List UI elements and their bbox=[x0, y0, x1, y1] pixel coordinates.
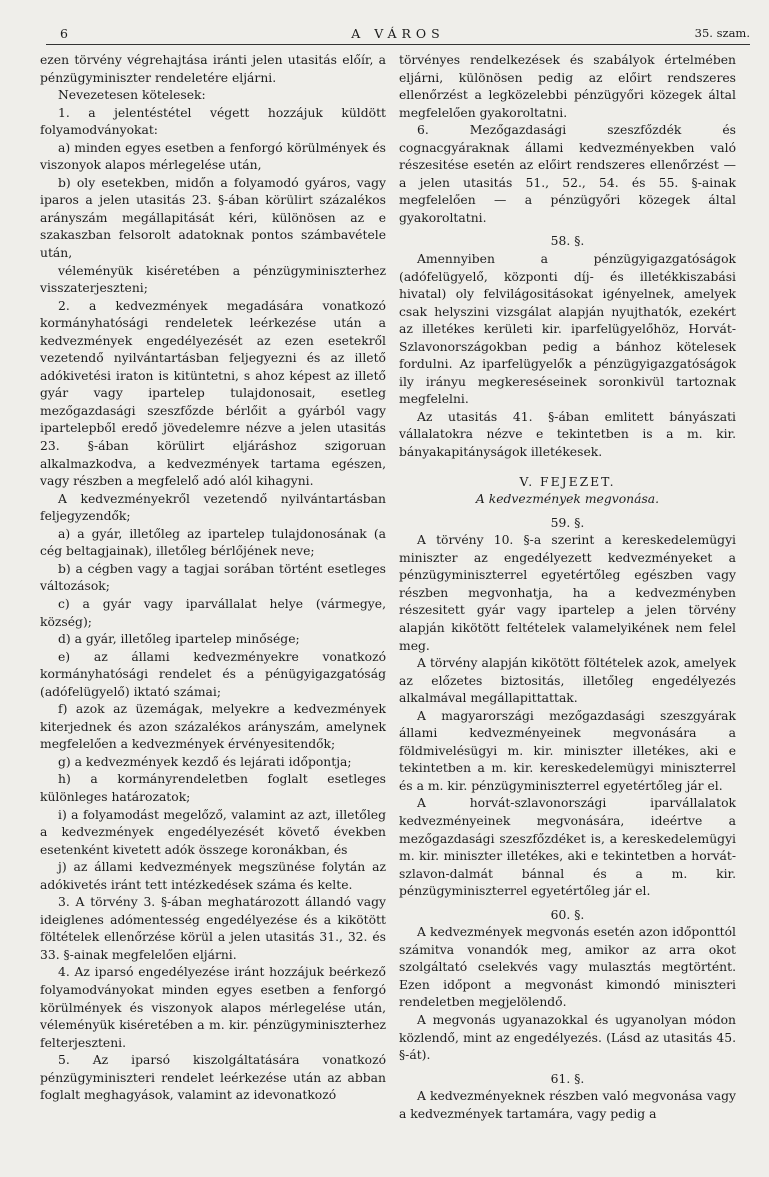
paragraph: Az utasitás 41. §-ában emlitett bányászati vállalatokra nézve e tekintetben is a m. kir. bányakapitányságok illetékesek. bbox=[399, 409, 736, 460]
list-item: c) a gyár vagy iparvállalat helye (vármegye, község); bbox=[40, 596, 386, 629]
page-number: 6 bbox=[60, 26, 68, 41]
paragraph: véleményük kiséretében a pénzügyminiszterhez visszaterjeszteni; bbox=[40, 263, 386, 296]
list-item: i) a folyamodást megelőző, valamint az azt, illetőleg a kedvezmények engedélyezését követő években esetenként kivetett adók összege koronákban, és bbox=[40, 807, 386, 857]
right-column bbox=[399, 52, 736, 1123]
paragraph: A megvonás ugyanazokkal és ugyanolyan módon közlendő, mint az engedélyezés. (Lásd az utasitás 45. §-át). bbox=[399, 1012, 736, 1063]
paragraph: A horvát-szlavonországi iparvállalatok kedvezményeinek megvonására, ideértve a mezőgazdasági szeszfőzdéket is, a kereskedelemügyi m. kir. miniszter illetékes, aki e tekintetben a horvát-szlavon-dalmát bánnal és a m. kir. pénzügyminiszterrel egyetértőleg jár el. bbox=[399, 796, 736, 899]
section-number: 61. §. bbox=[550, 1071, 585, 1086]
chapter-subtitle: A kedvezmények megvonása. bbox=[475, 492, 660, 507]
chapter-heading: V. FEJEZET. bbox=[519, 474, 616, 489]
paragraph: Amennyiben a pénzügyigazgatóságok (adófelügyelő, központi díj- és illetékkiszabási hivatal) oly felvilágositásokat igényelnek, amelyek csak helyszini vizsgálat alapján nyujthatók, ezekért az illetékes kerületi kir. iparfelügyelőhöz, Horvát-Szlavonországokban pedig a bánhoz kötelesek fordulni. Az iparfelügyelők a pénzügyigazgatóságok ily irányu megkereséseinek soronkivül tartoznak megfelelni. bbox=[399, 252, 736, 407]
paragraph: törvényes rendelkezések és szabályok értelmében eljárni, különösen pedig az előirt rendszeres ellenőrzést a legközelebbi pénzügyőri közegek által megfelelően gyakoroltatni. bbox=[399, 53, 736, 120]
paragraph: 6. Mezőgazdasági szeszfőzdék és cognacgyáraknak állami kedvezményekben való részesitése esetén az előirt rendszeres ellenőrzést — a jelen utasitás 51., 52., 54. és 55. §-ainak megfelelően — a pénzügyőri közegek által gyakoroltatni. bbox=[399, 123, 736, 225]
paragraph: A kedvezmények megvonás esetén azon időponttól számitva vonandók meg, amikor az arra okot szolgáltató cselekvés vagy mulasztás megtörtént. Ezen időpont a megvonást kimondó miniszteri rendeletben megjelölendő. bbox=[399, 925, 736, 1010]
paragraph: 4. Az iparsó engedélyezése iránt hozzájuk beérkező folyamodványokat minden egyes esetben a fenforgó körülmények és viszonyok alapos mérlegelése után, véleményük kiséretében a m. kir. pénzügyminiszterhez felterjeszteni. bbox=[40, 965, 386, 1050]
list-item: g) a kedvezmények kezdő és lejárati időpontja; bbox=[58, 754, 352, 769]
journal-title: A VÁROS bbox=[351, 26, 445, 41]
list-item: b) a cégben vagy a tagjai sorában történt esetleges változások; bbox=[40, 561, 386, 594]
page-header bbox=[46, 22, 750, 45]
list-item: h) a kormányrendeletben foglalt esetleges különleges határozatok; bbox=[40, 772, 386, 804]
paragraph: A kedvezményeknek részben való megvonása vagy a kedvezmények tartamára, vagy pedig a bbox=[399, 1089, 736, 1121]
paragraph: A törvény alapján kikötött föltételek azok, amelyek az előzetes biztositás, illetőleg engedélyezés alkalmával megállapittattak. bbox=[399, 656, 736, 706]
left-column bbox=[40, 52, 386, 1105]
list-item: a) a gyár, illetőleg az ipartelep tulajdonosának (a cég beltagjainak), illetőleg bérlőjének neve; bbox=[40, 526, 386, 559]
section-number: 60. §. bbox=[550, 907, 585, 922]
paragraph: A kedvezményekről vezetendő nyilvántartásban feljegyzendők; bbox=[40, 491, 386, 524]
list-item: e) az állami kedvezményekre vonatkozó kormányhatósági rendelet és a pénügyigazgatóság (adófelügyelő) iktató számai; bbox=[40, 649, 386, 699]
section-number: 59. §. bbox=[550, 515, 585, 530]
paragraph: Nevezetesen kötelesek: bbox=[58, 88, 206, 103]
paragraph: ezen törvény végrehajtása iránti jelen utasitás előír, a pénzügyminiszter rendeletére eljárni. bbox=[40, 53, 386, 85]
paragraph: A magyarországi mezőgazdasági szeszgyárak állami kedvezményeinek megvonására a földmivelésügyi m. kir. miniszter illetékes, aki e tekintetben a m. kir. kereskedelemügyi miniszterrel és a m. kir. pénzügyminiszterrel egyetértőleg jár el. bbox=[399, 708, 736, 793]
paragraph: 3. A törvény 3. §-ában meghatározott állandó vagy ideiglenes adómentesség engedélyezése és a kikötött föltételek ellenőrzése körül a jelen utasitás 31., 32. és 33. §-ainak megfelelően eljárni. bbox=[40, 895, 386, 962]
section-number: 58. §. bbox=[550, 234, 585, 249]
paragraph: A törvény 10. §-a szerint a kereskedelemügyi miniszter az engedélyezett kedvezményeket a pénzügyminiszterrel egyetértőleg egészben vagy részben megvonhatja, ha a kedvezményben részesitett gyár vagy ipartelep a jelen törvény alapján kikötött feltételek valamelyikének nem felel meg. bbox=[399, 533, 736, 653]
issue-number: 35. szam. bbox=[694, 26, 750, 40]
list-item: d) a gyár, illetőleg ipartelep minősége; bbox=[58, 632, 300, 647]
list-item: f) azok az üzemágak, melyekre a kedvezmények kiterjednek és azon százalékos arányszám, amelynek megfelelően a kedvezmények érvényesitendők; bbox=[40, 702, 386, 752]
list-item: j) az állami kedvezmények megszünése folytán az adókivetés iránt tett intézkedések száma és kelte. bbox=[40, 860, 386, 892]
list-item: a) minden egyes esetben a fenforgó körülmények és viszonyok alapos mérlegelése után, bbox=[40, 140, 386, 173]
paragraph: 5. Az iparsó kiszolgáltatására vonatkozó pénzügyminiszteri rendelet leérkezése után az abban foglalt meghagyások, valamint az idevonatkozó bbox=[40, 1053, 386, 1103]
paragraph: 2. a kedvezmények megadására vonatkozó kormányhatósági rendeletek leérkezése után a kedvezmények engedélyezését az ezen esetekről vezetendő nyilvántartásban feljegyezni és az illető adókivetési iraton is kitüntetni, s ahoz képest az illető gyár vagy ipartelep tulajdonosait, esetleg mezőgazdasági szeszfőzde bérlőit a gyárból vagy ipartelepből eredő jövedelemre nézve a jelen utasitás 23. §-ában körülirt eljáráshoz szigoruan alkalmazkodva, a kedvezmények tartama egészen, vagy részben a megfelelő adó alól kihagyni. bbox=[40, 298, 386, 489]
paragraph: 1. a jelentéstétel végett hozzájuk küldött folyamodványokat: bbox=[40, 105, 386, 138]
list-item: b) oly esetekben, midőn a folyamodó gyáros, vagy iparos a jelen utasitás 23. §-ában körülirt százalékos arányszám megállapitását kéri, különösen az e szakaszban felsorolt adatoknak pontos számbavétele után, bbox=[40, 175, 386, 261]
